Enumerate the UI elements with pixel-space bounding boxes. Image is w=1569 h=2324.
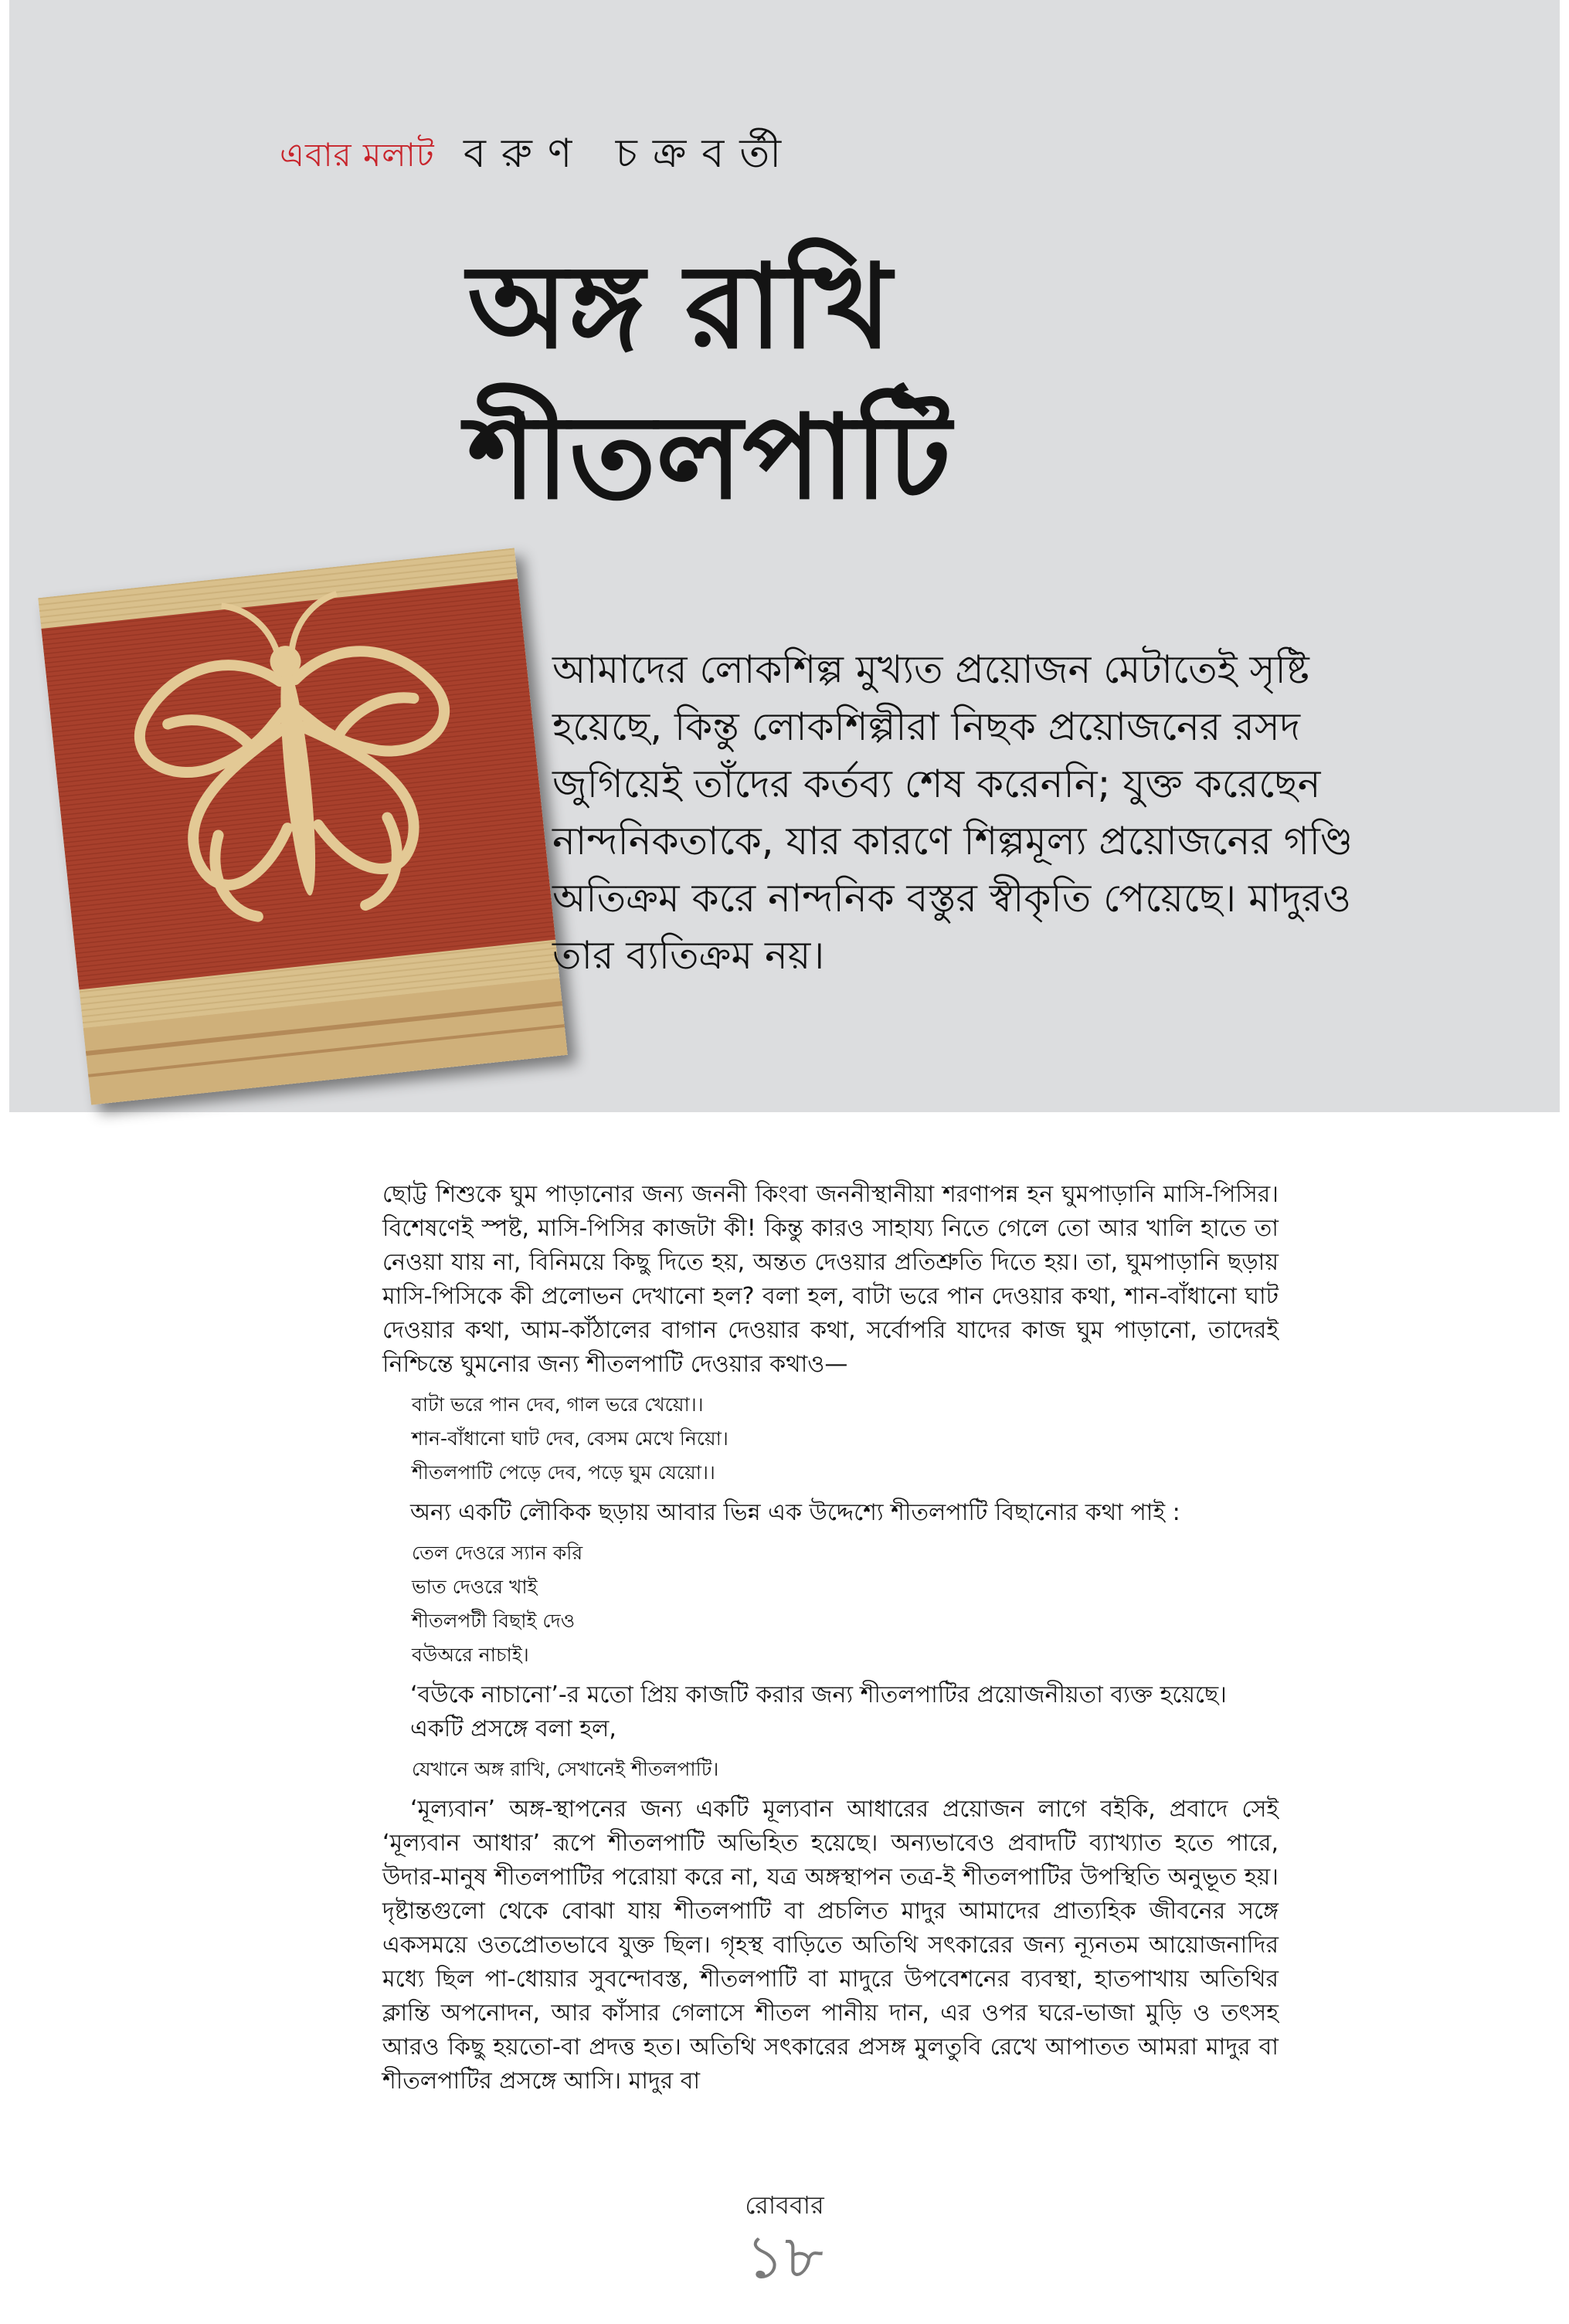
verse-line: যেখানে অঙ্গ রাখি, সেখানেই শীতলপাটি। — [412, 1758, 719, 1780]
footer-magazine-label: রোববার — [745, 2190, 824, 2220]
verse-block — [412, 1388, 1279, 1490]
article-lede: আমাদের লোকশিল্প মুখ্যত প্রয়োজন মেটাতেই সৃষ্টি হয়েছে, কিন্তু লোকশিল্পীরা নিছক প্রয়োজনের রসদ জুগিয়েই তাঁদের কর্তব্য শেষ করেননি; যুক্ত করেছেন নান্দনিকতাকে, যার কারণে শিল্পমূল্য প্রয়োজনের গণ্ডি অতিক্রম করে নান্দনিক বস্তুর স্বীকৃতি পেয়েছে। মাদুরও তার ব্যতিক্রম নয়। — [552, 647, 1353, 978]
body-paragraph: অন্য একটি লৌকিক ছড়ায় আবার ভিন্ন এক উদ্দেশ্যে শীতলপাটি বিছানোর কথা পাই : — [410, 1499, 1180, 1526]
verse-block — [412, 1536, 1279, 1672]
body-paragraph: ছোট্ট শিশুকে ঘুম পাড়ানোর জন্য জননী কিংবা জননীস্থানীয়া শরণাপন্ন হন ঘুমপাড়ানি মাসি-পিসির। বিশেষণেই স্পষ্ট, মাসি-পিসির কাজটা কী! কিন্তু কারও সাহায্য নিতে গেলে তো আর খালি হাতে তা নেওয়া যায় না, বিনিময়ে কিছু দিতে হয়, অন্তত দেওয়ার প্রতিশ্রুতি দিতে হয়। তা, ঘুমপাড়ানি ছড়ায় মাসি-পিসিকে কী প্রলোভন দেখানো হল? বলা হল, বাটা ভরে পান দেওয়ার কথা, শান-বাঁধানো ঘাট দেওয়ার কথা, আম-কাঁঠালের বাগান দেওয়ার কথা, সর্বোপরি যাদের কাজ ঘুম পাড়ানো, তাদেরই নিশ্চিন্তে ঘুমনোর জন্য শীতলপাটি দেওয়ার কথাও— — [382, 1181, 1279, 1378]
verse-block — [412, 1752, 1279, 1786]
author-name: বরুণ চক্রবর্তী — [464, 131, 797, 177]
butterfly-motif-icon — [38, 548, 568, 1104]
body-paragraph: ‘মূল্যবান’ অঙ্গ-স্থাপনের জন্য একটি মূল্যবান আধারের প্রয়োজন লাগে বইকি, প্রবাদে সেই ‘মূল্যবান আধার’ রূপে শীতলপাটি অভিহিত হয়েছে। অন্যভাবেও প্রবাদটি ব্যাখ্যাত হতে পারে, উদার-মানুষ শীতলপাটির পরোয়া করে না, যত্র অঙ্গস্থাপন তত্র-ই শীতলপাটির উপস্থিতি অনুভূত হয়। দৃষ্টান্তগুলো থেকে বোঝা যায় শীতলপাটি বা প্রচলিত মাদুর আমাদের প্রাত্যহিক জীবনের সঙ্গে একসময়ে ওতপ্রোতভাবে যুক্ত ছিল। গৃহস্থ বাড়িতে অতিথি সৎকারের জন্য ন্যূনতম আয়োজনাদির মধ্যে ছিল পা-ধোয়ার সুবন্দোবস্ত, শীতলপাটি বা মাদুরে উপবেশনের ব্যবস্থা, হাতপাখায় অতিথির ক্লান্তি অপনোদন, আর কাঁসার গেলাসে শীতল পানীয় দান, এর ওপর ঘরে-ভাজা মুড়ি ও তৎসহ আরও কিছু হয়তো-বা প্রদত্ত হত। অতিথি সৎকারের প্রসঙ্গ মুলতুবি রেখে আপাতত আমরা মাদুর বা শীতলপাটির প্রসঙ্গে আসি। মাদুর বা — [382, 1796, 1279, 2095]
page-number: ১৮ — [745, 2223, 824, 2292]
verse-line: বাটা ভরে পান দেব, গাল ভরে খেয়ো।। — [412, 1393, 704, 1416]
verse-line: তেল দেওরে স্যান করি — [412, 1542, 583, 1564]
verse-line: শান-বাঁধানো ঘাট দেব, বেসম মেখে নিয়ো। — [412, 1427, 728, 1450]
body-paragraph: ‘বউকে নাচানো’-র মতো প্রিয় কাজটি করার জন্য শীতলপাটির প্রয়োজনীয়তা ব্যক্ত হয়েছে। — [410, 1681, 1227, 1708]
body-paragraph: একটি প্রসঙ্গে বলা হল, — [410, 1715, 616, 1742]
verse-line: শীতলপাটি পেড়ে দেব, পড়ে ঘুম যেয়ো।। — [412, 1461, 715, 1484]
verse-line: শীতলপটী বিছাই দেও — [412, 1610, 576, 1632]
verse-line: ভাত দেওরে খাই — [412, 1576, 538, 1598]
sitalpati-mat-image — [38, 548, 568, 1104]
article-title — [467, 232, 951, 533]
article-body — [382, 1178, 1279, 2098]
title-line-2: শীতলপাটি — [467, 389, 951, 525]
verse-line: বউঅরে নাচাই। — [412, 1644, 529, 1666]
section-kicker: এবার মলাট — [280, 136, 435, 174]
title-line-1: অঙ্গ রাখি — [467, 239, 892, 375]
